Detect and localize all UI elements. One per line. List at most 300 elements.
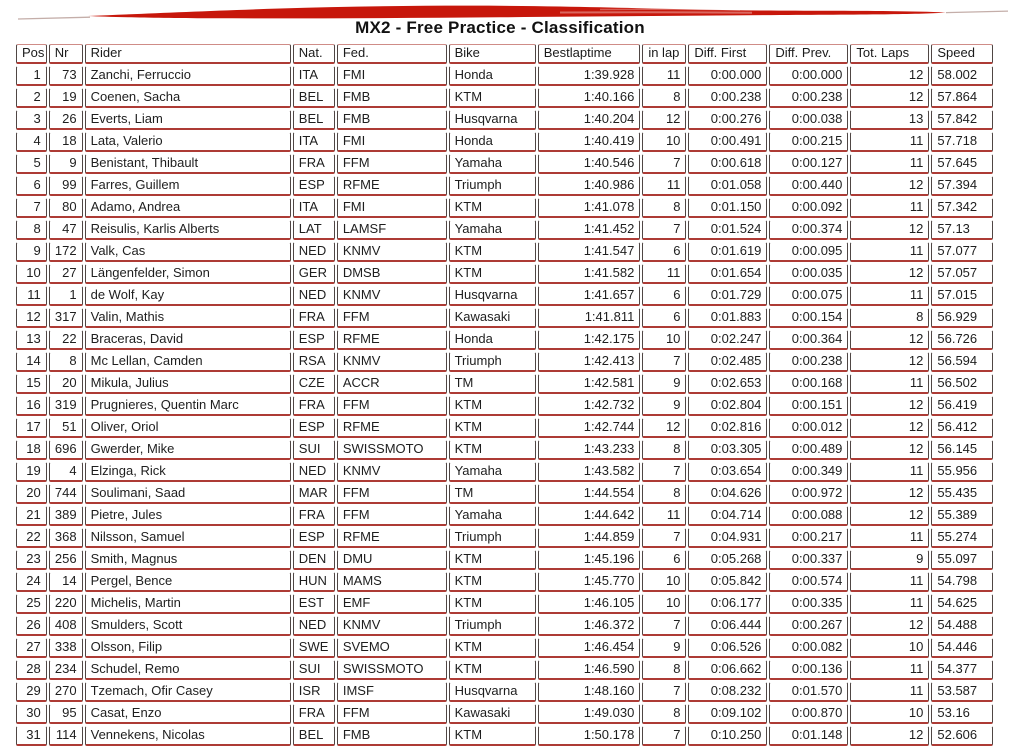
cell-nr: 26 <box>49 110 83 130</box>
cell-rider: Reisulis, Karlis Alberts <box>85 220 291 240</box>
cell-bestlaptime: 1:43.582 <box>538 462 641 482</box>
cell-nat: BEL <box>293 726 335 746</box>
table-row <box>16 528 993 548</box>
cell-fed: SWISSMOTO <box>337 440 447 460</box>
cell-fed: KNMV <box>337 462 447 482</box>
column-header-speed: Speed <box>931 44 993 64</box>
cell-speed: 56.502 <box>931 374 993 394</box>
cell-diff_first: 0:01.150 <box>688 198 767 218</box>
cell-bestlaptime: 1:40.986 <box>538 176 641 196</box>
cell-speed: 55.097 <box>931 550 993 570</box>
table-row <box>16 462 993 482</box>
cell-bike: Yamaha <box>449 506 536 526</box>
cell-speed: 55.435 <box>931 484 993 504</box>
column-header-tot_laps: Tot. Laps <box>850 44 929 64</box>
cell-fed: SWISSMOTO <box>337 660 447 680</box>
cell-pos: 15 <box>16 374 47 394</box>
cell-in_lap: 11 <box>642 66 686 86</box>
cell-tot_laps: 11 <box>850 660 929 680</box>
cell-speed: 52.606 <box>931 726 993 746</box>
cell-tot_laps: 9 <box>850 550 929 570</box>
cell-diff_first: 0:00.238 <box>688 88 767 108</box>
cell-tot_laps: 11 <box>850 528 929 548</box>
cell-in_lap: 12 <box>642 110 686 130</box>
cell-fed: FMB <box>337 726 447 746</box>
cell-tot_laps: 10 <box>850 638 929 658</box>
cell-diff_first: 0:01.058 <box>688 176 767 196</box>
table-row <box>16 154 993 174</box>
cell-speed: 54.446 <box>931 638 993 658</box>
cell-speed: 53.587 <box>931 682 993 702</box>
cell-speed: 54.488 <box>931 616 993 636</box>
cell-bestlaptime: 1:42.732 <box>538 396 641 416</box>
header-row <box>16 44 993 64</box>
cell-rider: Smulders, Scott <box>85 616 291 636</box>
cell-nr: 99 <box>49 176 83 196</box>
cell-nat: ISR <box>293 682 335 702</box>
cell-diff_prev: 0:00.337 <box>769 550 848 570</box>
cell-pos: 10 <box>16 264 47 284</box>
cell-speed: 54.625 <box>931 594 993 614</box>
cell-bike: TM <box>449 374 536 394</box>
table-row <box>16 638 993 658</box>
cell-bestlaptime: 1:46.372 <box>538 616 641 636</box>
cell-bestlaptime: 1:46.590 <box>538 660 641 680</box>
cell-pos: 12 <box>16 308 47 328</box>
cell-fed: FFM <box>337 484 447 504</box>
cell-bike: KTM <box>449 550 536 570</box>
table-row <box>16 682 993 702</box>
cell-diff_first: 0:04.626 <box>688 484 767 504</box>
cell-pos: 13 <box>16 330 47 350</box>
cell-tot_laps: 12 <box>850 440 929 460</box>
cell-speed: 55.389 <box>931 506 993 526</box>
cell-in_lap: 11 <box>642 264 686 284</box>
table-row <box>16 704 993 724</box>
cell-tot_laps: 12 <box>850 264 929 284</box>
cell-nat: FRA <box>293 154 335 174</box>
cell-bike: KTM <box>449 88 536 108</box>
cell-pos: 14 <box>16 352 47 372</box>
cell-pos: 2 <box>16 88 47 108</box>
cell-in_lap: 6 <box>642 242 686 262</box>
cell-speed: 58.002 <box>931 66 993 86</box>
cell-bike: Honda <box>449 132 536 152</box>
cell-nat: NED <box>293 242 335 262</box>
cell-diff_first: 0:06.444 <box>688 616 767 636</box>
cell-diff_first: 0:04.931 <box>688 528 767 548</box>
cell-in_lap: 7 <box>642 154 686 174</box>
cell-bestlaptime: 1:49.030 <box>538 704 641 724</box>
cell-rider: Farres, Guillem <box>85 176 291 196</box>
cell-speed: 56.726 <box>931 330 993 350</box>
cell-nat: BEL <box>293 88 335 108</box>
cell-nr: 317 <box>49 308 83 328</box>
cell-diff_prev: 0:00.574 <box>769 572 848 592</box>
cell-tot_laps: 12 <box>850 484 929 504</box>
cell-nat: FRA <box>293 308 335 328</box>
cell-pos: 23 <box>16 550 47 570</box>
cell-bike: KTM <box>449 572 536 592</box>
cell-nat: BEL <box>293 110 335 130</box>
cell-diff_prev: 0:00.127 <box>769 154 848 174</box>
cell-bestlaptime: 1:45.196 <box>538 550 641 570</box>
cell-tot_laps: 12 <box>850 330 929 350</box>
cell-speed: 57.015 <box>931 286 993 306</box>
cell-rider: Lata, Valerio <box>85 132 291 152</box>
cell-diff_prev: 0:01.570 <box>769 682 848 702</box>
cell-in_lap: 8 <box>642 660 686 680</box>
cell-nr: 19 <box>49 88 83 108</box>
cell-nr: 696 <box>49 440 83 460</box>
cell-rider: Elzinga, Rick <box>85 462 291 482</box>
cell-nat: MAR <box>293 484 335 504</box>
cell-bike: KTM <box>449 440 536 460</box>
cell-bestlaptime: 1:40.204 <box>538 110 641 130</box>
cell-pos: 27 <box>16 638 47 658</box>
cell-nr: 51 <box>49 418 83 438</box>
column-header-bestlaptime: Bestlaptime <box>538 44 641 64</box>
cell-tot_laps: 12 <box>850 176 929 196</box>
cell-nat: SUI <box>293 440 335 460</box>
cell-diff_first: 0:01.619 <box>688 242 767 262</box>
cell-diff_prev: 0:00.374 <box>769 220 848 240</box>
cell-bike: Honda <box>449 66 536 86</box>
cell-diff_prev: 0:00.238 <box>769 352 848 372</box>
table-row <box>16 374 993 394</box>
cell-diff_first: 0:10.250 <box>688 726 767 746</box>
cell-diff_first: 0:01.654 <box>688 264 767 284</box>
cell-bestlaptime: 1:40.546 <box>538 154 641 174</box>
table-row <box>16 352 993 372</box>
cell-nat: CZE <box>293 374 335 394</box>
cell-pos: 29 <box>16 682 47 702</box>
cell-diff_first: 0:02.247 <box>688 330 767 350</box>
cell-pos: 28 <box>16 660 47 680</box>
cell-bestlaptime: 1:43.233 <box>538 440 641 460</box>
cell-bestlaptime: 1:42.175 <box>538 330 641 350</box>
cell-speed: 56.594 <box>931 352 993 372</box>
table-row <box>16 616 993 636</box>
cell-diff_first: 0:05.842 <box>688 572 767 592</box>
cell-diff_first: 0:09.102 <box>688 704 767 724</box>
cell-fed: FFM <box>337 308 447 328</box>
cell-bike: Husqvarna <box>449 286 536 306</box>
cell-tot_laps: 11 <box>850 286 929 306</box>
cell-pos: 24 <box>16 572 47 592</box>
cell-fed: FMI <box>337 66 447 86</box>
cell-bike: KTM <box>449 418 536 438</box>
cell-rider: Soulimani, Saad <box>85 484 291 504</box>
table-row <box>16 264 993 284</box>
cell-in_lap: 6 <box>642 308 686 328</box>
column-header-fed: Fed. <box>337 44 447 64</box>
cell-diff_prev: 0:00.151 <box>769 396 848 416</box>
cell-nr: 73 <box>49 66 83 86</box>
cell-pos: 17 <box>16 418 47 438</box>
cell-nr: 22 <box>49 330 83 350</box>
column-header-nat: Nat. <box>293 44 335 64</box>
cell-rider: Pergel, Bence <box>85 572 291 592</box>
column-header-diff_first: Diff. First <box>688 44 767 64</box>
cell-tot_laps: 12 <box>850 726 929 746</box>
cell-fed: RFME <box>337 418 447 438</box>
cell-diff_prev: 0:00.082 <box>769 638 848 658</box>
cell-fed: RFME <box>337 330 447 350</box>
table-body <box>16 66 993 746</box>
cell-fed: FMI <box>337 132 447 152</box>
cell-pos: 3 <box>16 110 47 130</box>
cell-rider: Valk, Cas <box>85 242 291 262</box>
cell-fed: FFM <box>337 154 447 174</box>
column-header-in_lap: in lap <box>642 44 686 64</box>
cell-rider: Mikula, Julius <box>85 374 291 394</box>
cell-pos: 5 <box>16 154 47 174</box>
table-row <box>16 242 993 262</box>
cell-speed: 54.377 <box>931 660 993 680</box>
cell-bestlaptime: 1:50.178 <box>538 726 641 746</box>
cell-diff_prev: 0:00.364 <box>769 330 848 350</box>
cell-diff_first: 0:01.729 <box>688 286 767 306</box>
cell-bike: Triumph <box>449 352 536 372</box>
cell-tot_laps: 12 <box>850 506 929 526</box>
cell-fed: FFM <box>337 506 447 526</box>
cell-bestlaptime: 1:45.770 <box>538 572 641 592</box>
cell-pos: 7 <box>16 198 47 218</box>
cell-nat: ITA <box>293 132 335 152</box>
cell-nr: 234 <box>49 660 83 680</box>
cell-diff_prev: 0:00.092 <box>769 198 848 218</box>
cell-pos: 11 <box>16 286 47 306</box>
cell-bike: Kawasaki <box>449 704 536 724</box>
cell-nat: ITA <box>293 198 335 218</box>
cell-fed: ACCR <box>337 374 447 394</box>
cell-speed: 57.394 <box>931 176 993 196</box>
cell-fed: LAMSF <box>337 220 447 240</box>
cell-diff_prev: 0:00.154 <box>769 308 848 328</box>
table-row <box>16 572 993 592</box>
cell-speed: 54.798 <box>931 572 993 592</box>
cell-rider: Coenen, Sacha <box>85 88 291 108</box>
cell-nr: 256 <box>49 550 83 570</box>
cell-rider: Braceras, David <box>85 330 291 350</box>
cell-nr: 20 <box>49 374 83 394</box>
cell-diff_first: 0:01.524 <box>688 220 767 240</box>
table-row <box>16 132 993 152</box>
cell-nr: 47 <box>49 220 83 240</box>
cell-speed: 57.645 <box>931 154 993 174</box>
cell-pos: 1 <box>16 66 47 86</box>
cell-nr: 338 <box>49 638 83 658</box>
cell-in_lap: 7 <box>642 220 686 240</box>
cell-fed: FMI <box>337 198 447 218</box>
cell-fed: KNMV <box>337 242 447 262</box>
cell-diff_prev: 0:00.972 <box>769 484 848 504</box>
cell-bestlaptime: 1:41.582 <box>538 264 641 284</box>
cell-bike: TM <box>449 484 536 504</box>
cell-nat: FRA <box>293 396 335 416</box>
table-row <box>16 308 993 328</box>
column-header-diff_prev: Diff. Prev. <box>769 44 848 64</box>
cell-rider: Vennekens, Nicolas <box>85 726 291 746</box>
cell-nr: 220 <box>49 594 83 614</box>
cell-diff_first: 0:00.491 <box>688 132 767 152</box>
cell-fed: EMF <box>337 594 447 614</box>
cell-pos: 22 <box>16 528 47 548</box>
cell-diff_prev: 0:00.215 <box>769 132 848 152</box>
table-row <box>16 330 993 350</box>
cell-bike: Honda <box>449 330 536 350</box>
cell-rider: Längenfelder, Simon <box>85 264 291 284</box>
cell-rider: Nilsson, Samuel <box>85 528 291 548</box>
cell-in_lap: 7 <box>642 462 686 482</box>
cell-nat: FRA <box>293 506 335 526</box>
cell-nr: 80 <box>49 198 83 218</box>
table-row <box>16 396 993 416</box>
cell-bike: Kawasaki <box>449 308 536 328</box>
column-header-nr: Nr <box>49 44 83 64</box>
cell-nr: 744 <box>49 484 83 504</box>
cell-pos: 4 <box>16 132 47 152</box>
cell-pos: 26 <box>16 616 47 636</box>
cell-diff_first: 0:06.526 <box>688 638 767 658</box>
page-title: MX2 - Free Practice - Classification <box>355 18 645 37</box>
cell-in_lap: 9 <box>642 396 686 416</box>
cell-tot_laps: 11 <box>850 132 929 152</box>
cell-bestlaptime: 1:40.419 <box>538 132 641 152</box>
cell-bike: KTM <box>449 264 536 284</box>
cell-in_lap: 9 <box>642 638 686 658</box>
cell-speed: 56.412 <box>931 418 993 438</box>
cell-tot_laps: 11 <box>850 462 929 482</box>
cell-speed: 57.057 <box>931 264 993 284</box>
cell-nat: GER <box>293 264 335 284</box>
column-header-rider: Rider <box>85 44 291 64</box>
table-row <box>16 440 993 460</box>
cell-in_lap: 10 <box>642 572 686 592</box>
cell-tot_laps: 11 <box>850 594 929 614</box>
cell-pos: 19 <box>16 462 47 482</box>
cell-bestlaptime: 1:42.744 <box>538 418 641 438</box>
cell-in_lap: 10 <box>642 330 686 350</box>
cell-pos: 20 <box>16 484 47 504</box>
cell-nat: SWE <box>293 638 335 658</box>
cell-diff_first: 0:01.883 <box>688 308 767 328</box>
cell-rider: Everts, Liam <box>85 110 291 130</box>
cell-speed: 56.145 <box>931 440 993 460</box>
cell-nat: EST <box>293 594 335 614</box>
cell-bestlaptime: 1:46.454 <box>538 638 641 658</box>
cell-diff_first: 0:06.177 <box>688 594 767 614</box>
cell-speed: 57.718 <box>931 132 993 152</box>
cell-pos: 6 <box>16 176 47 196</box>
cell-speed: 57.077 <box>931 242 993 262</box>
cell-diff_first: 0:00.618 <box>688 154 767 174</box>
cell-in_lap: 8 <box>642 88 686 108</box>
cell-speed: 55.956 <box>931 462 993 482</box>
cell-diff_prev: 0:00.088 <box>769 506 848 526</box>
cell-rider: Mc Lellan, Camden <box>85 352 291 372</box>
cell-tot_laps: 11 <box>850 154 929 174</box>
cell-bestlaptime: 1:41.811 <box>538 308 641 328</box>
cell-bike: KTM <box>449 594 536 614</box>
cell-diff_prev: 0:00.000 <box>769 66 848 86</box>
cell-diff_prev: 0:00.870 <box>769 704 848 724</box>
cell-diff_prev: 0:00.075 <box>769 286 848 306</box>
cell-rider: Adamo, Andrea <box>85 198 291 218</box>
cell-fed: FFM <box>337 704 447 724</box>
cell-bike: Yamaha <box>449 462 536 482</box>
cell-bestlaptime: 1:42.581 <box>538 374 641 394</box>
cell-tot_laps: 11 <box>850 572 929 592</box>
cell-bestlaptime: 1:39.928 <box>538 66 641 86</box>
cell-in_lap: 8 <box>642 484 686 504</box>
cell-in_lap: 10 <box>642 594 686 614</box>
cell-rider: Prugnieres, Quentin Marc <box>85 396 291 416</box>
cell-diff_prev: 0:00.035 <box>769 264 848 284</box>
cell-fed: FFM <box>337 396 447 416</box>
cell-diff_prev: 0:00.440 <box>769 176 848 196</box>
cell-nr: 95 <box>49 704 83 724</box>
cell-bestlaptime: 1:48.160 <box>538 682 641 702</box>
table-row <box>16 594 993 614</box>
cell-nat: NED <box>293 286 335 306</box>
cell-diff_first: 0:00.276 <box>688 110 767 130</box>
cell-bike: Triumph <box>449 176 536 196</box>
cell-diff_prev: 0:00.038 <box>769 110 848 130</box>
column-header-bike: Bike <box>449 44 536 64</box>
cell-diff_prev: 0:00.335 <box>769 594 848 614</box>
cell-diff_prev: 0:00.238 <box>769 88 848 108</box>
cell-bestlaptime: 1:44.859 <box>538 528 641 548</box>
cell-in_lap: 6 <box>642 550 686 570</box>
cell-pos: 21 <box>16 506 47 526</box>
table-row <box>16 484 993 504</box>
cell-diff_prev: 0:00.267 <box>769 616 848 636</box>
cell-rider: Gwerder, Mike <box>85 440 291 460</box>
cell-tot_laps: 12 <box>850 66 929 86</box>
cell-diff_prev: 0:00.349 <box>769 462 848 482</box>
cell-fed: KNMV <box>337 616 447 636</box>
cell-diff_first: 0:02.804 <box>688 396 767 416</box>
cell-in_lap: 8 <box>642 704 686 724</box>
cell-fed: RFME <box>337 176 447 196</box>
table-row <box>16 66 993 86</box>
cell-nr: 18 <box>49 132 83 152</box>
cell-speed: 56.419 <box>931 396 993 416</box>
cell-in_lap: 8 <box>642 198 686 218</box>
cell-nr: 14 <box>49 572 83 592</box>
cell-tot_laps: 11 <box>850 198 929 218</box>
cell-diff_prev: 0:00.095 <box>769 242 848 262</box>
cell-speed: 53.16 <box>931 704 993 724</box>
cell-nr: 27 <box>49 264 83 284</box>
cell-bike: KTM <box>449 396 536 416</box>
cell-rider: de Wolf, Kay <box>85 286 291 306</box>
cell-bike: Husqvarna <box>449 682 536 702</box>
cell-in_lap: 10 <box>642 132 686 152</box>
cell-tot_laps: 12 <box>850 352 929 372</box>
cell-diff_first: 0:03.305 <box>688 440 767 460</box>
cell-tot_laps: 12 <box>850 616 929 636</box>
cell-rider: Tzemach, Ofir Casey <box>85 682 291 702</box>
cell-pos: 16 <box>16 396 47 416</box>
cell-diff_first: 0:05.268 <box>688 550 767 570</box>
cell-nat: SUI <box>293 660 335 680</box>
cell-pos: 9 <box>16 242 47 262</box>
cell-diff_first: 0:02.816 <box>688 418 767 438</box>
table-row <box>16 550 993 570</box>
